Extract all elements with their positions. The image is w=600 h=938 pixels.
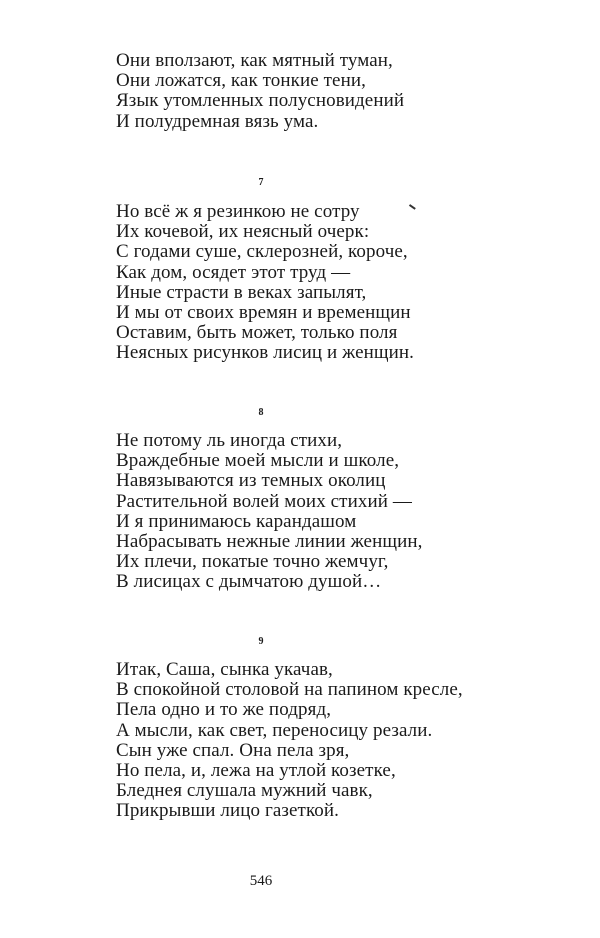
poem-line: Не потому ль иногда стихи, — [116, 430, 343, 451]
poem-section-7 — [116, 202, 496, 364]
section-number: 9 — [258, 636, 264, 647]
poem-line: Растительной волей моих стихий — — [116, 490, 412, 512]
poem-line: Враждебные моей мысли и школе, — [116, 450, 400, 472]
poem-line: С годами суше, склерозней, короче, — [116, 241, 408, 263]
poem-line: Но пела, и, лежа на утлой козетке, — [116, 759, 396, 781]
poem-line: Бледнея слушала мужний чавк, — [116, 780, 373, 802]
poem-line: И мы от своих времян и временщин — [116, 301, 411, 323]
poem-line: А мысли, как свет, переносицу резали. — [116, 719, 433, 741]
poem-line: Сын уже спал. Она пела зря, — [116, 739, 350, 761]
section-number: 8 — [258, 407, 264, 418]
poem-section-8 — [116, 431, 496, 593]
poem-line: Оставим, быть может, только поля — [116, 322, 398, 344]
poem-line: Набрасывать нежные линии женщин, — [116, 530, 423, 552]
poem-line: Итак, Саша, сынка укачав, — [116, 659, 333, 680]
poem-line: И полудремная вязь ума. — [116, 110, 319, 132]
poem-line: Навязываются из темных околиц — [116, 470, 386, 492]
poem-line: В лисицах с дымчатою душой… — [116, 571, 382, 593]
poem-line: И я принимаюсь карандашом — [116, 510, 357, 532]
section-number: 7 — [258, 177, 264, 188]
poem-section-9 — [116, 660, 496, 822]
poem-line: Их кочевой, их неясный очерк: — [116, 221, 370, 243]
poem-line: Неясных рисунков лисиц и женщин. — [116, 342, 414, 364]
poem-line: Они ложатся, как тонкие тени, — [116, 70, 366, 92]
poem-line: Пела одно и то же подряд, — [116, 699, 332, 721]
poem-line: Язык утомленных полусновидений — [116, 90, 405, 112]
poem-line: Они вползают, как мятный туман, — [116, 50, 393, 71]
opening-stanza — [116, 51, 496, 132]
poem-line: Но всё ж я резинкою не сотру — [116, 201, 360, 222]
poem-line: Их плечи, покатые точно жемчуг, — [116, 551, 389, 573]
page-number: 546 — [249, 873, 273, 889]
poem-line: В спокойной столовой на папином кресле, — [116, 679, 463, 701]
poem-line: Иные страсти в веках запылят, — [116, 281, 367, 303]
poem-line: Как дом, осядет этот труд — — [116, 261, 351, 283]
poem-line: Прикрывши лицо газеткой. — [116, 800, 340, 822]
